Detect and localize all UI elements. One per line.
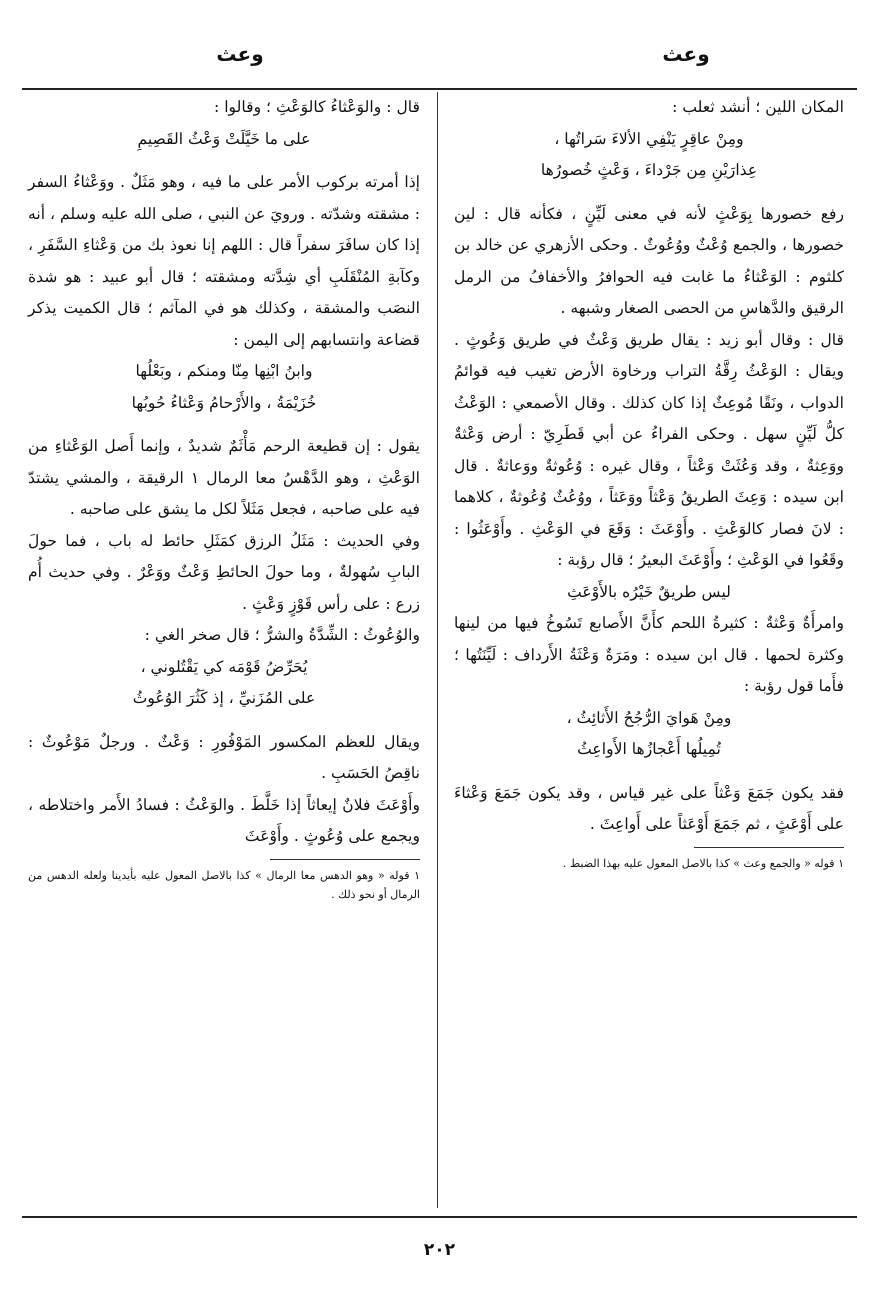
paragraph: ويقال للعظم المكسور المَوْفُورِ : وَعْثٌ . ورجلٌ مَوْعُوثٌ : ناقِصُ الحَسَبِ . [28,732,420,782]
top-rule [22,88,857,90]
verse-line: ومِنْ عاقِرٍ يَنْفِي الألاءَ سَراتُها ، [554,129,744,148]
spacer [454,766,844,778]
paragraph: رفع خصورها بِوَعْثٍ لأنه في معنى لَيِّنٍ ، فكأنه قال : لين خصورها ، والجمع وُعْثٌ ووُعُوثٌ . وحكى الأزهري عن خالد بن كلثوم : الوَعْثاءُ ما غابت فيه الحوافرُ والأخفافُ من الرمل الرقيق والدَّهاسِ من الحصى الصغار وشبهه . [454,204,844,317]
verse-line: خُزَيْمَةُ ، والأَرْحامُ وَعْثاءُ حُوبُها [131,393,317,412]
verse-line: وابنُ ابْنِها مِنّا ومنكم ، وبَعْلُها [135,362,313,380]
header-word-right: وعث [662,42,710,66]
right-column-body [454,92,844,841]
verse-line: عِذارَيْنِ مِن جَرْداءَ ، وَعْثٍ خُصورُها [540,161,758,179]
column-divider [437,92,438,1208]
spacer [454,187,844,199]
left-column [28,92,420,904]
footnote-rule [270,859,420,860]
bottom-rule [22,1216,857,1218]
left-column-body [28,92,420,853]
footnote-rule [694,847,844,848]
verse-line: ومِنْ هَوايَ الرُّجُحُ الأَثائِثُ ، [566,708,732,727]
page-number: ٢٠٢ [423,1240,456,1260]
paragraph: المكان اللين ؛ أنشد ثعلب : [672,98,844,116]
paragraph: وامرأَةٌ وَعْثةٌ : كثيرةُ اللحم كأَنَّ الأَصابع تَسُوخُ فيها من لينها وكثرة لحمها . قال ابن سيده : ومَرَةٌ وَعْثَةُ الأَرداف : لَيِّنَتُها ؛ فأَما قول رؤبة : [454,614,844,695]
right-footnote: ١ قوله « والجمع وعث » كذا بالاصل المعول عليه بهذا الضبط . [562,856,844,870]
paragraph: إذا أمرته بركوب الأمر على ما فيه ، وهو مَثَلٌ . ووَعْثاءُ السفر : مشقته وشدّته . ورويَ عن النبي ، صلى الله عليه وسلم ، أنه إذا كان سافَرَ سفراً قال : اللهم إنا نعوذ بك من وَعْثاءِ السَّفَرِ ، وكآبةِ المُنْقَلَبِ أي شِدَّته ومشقته ؛ قال أبو عبيد : هو شدة النصَب والمشقة ، وكذلك هو في المآثم ؛ قال الكميت يذكر قضاعة وانتسابهم إلى اليمن : [28,173,420,349]
paragraph: يقول : إن قطيعة الرحم مَأْثَمٌ شديدٌ ، وإنما أَصل الوَعْثاءِ من الوَعْثِ ، وهو الدَّهْسُ معا الرمال ١ الرقيقة ، والمشي يشتدّ فيه على صاحبه ، فجعل مَثَلاً لكل ما يشق على صاحبه . [28,437,420,518]
verse-line: على المُزَنيِّ ، إذ كَثُرَ الوُعُوثُ [132,689,316,707]
verse-line: ليس طريقٌ خَيْرُه بالأَوْعَثِ [567,582,731,601]
right-column [454,92,844,873]
paragraph: وأَوْعَثَ فلانٌ إيعاثاً إذا خَلَّطَ . والوَعْثُ : فسادُ الأَمر واختلاطه ، ويجمع على وُعُوثٍ . وأَوْعَثَ [28,795,420,845]
verse-line: يُحَرِّضُ قَوْمَه كي يَقْتُلوني ، [140,657,308,676]
verse-line: على ما خَيَّلَتْ وَعْثُ القَصِيمِ [137,129,311,148]
spacer [28,715,420,727]
spacer [28,419,420,431]
paragraph: والوُعُوثُ : الشِّدَّةُ والشرُّ ؛ قال صخر الغي : [144,626,420,644]
header-word-left: وعث [216,42,264,66]
paragraph: وفي الحديث : مَثَلُ الرزق كمَثَلِ حائط له باب ، فما حولَ البابِ سُهولةٌ ، وما حولَ الحائطِ وَعْثٌ ووَعْرٌ . وفي حديث أُم زرع : على رأس قَوْزٍ وَعْثٍ . [28,531,420,613]
paragraph: قال : وقال أبو زيد : يقال طريق وَعْثٌ في طريق وَعُوثٍ . ويقال : الوَعْثُ رِقَّةُ التراب ورخاوة الأرض تغيب فيه قوائمُ الدواب ، ونَقًا مُوعِثٌ إذا كان كذلك . وقال الأصمعي : الوَعْثُ كلُّ لَيِّنٍ سهل . وحكى الفراءُ عن أبي قَطَرِيّ : أرض وَعْثةٌ ووَعِثةٌ ، وقد وَعُثَتْ وَعْثاً ، وقال غيره : وُعُوثةٌ ووَعاثةٌ . قال ابن سيده : وَعِثَ الطريقُ وَعْثاً ووَعَثاً ، ووُعُثٌ وُعُوثةٌ ، كلاهما : لانَ فصار كالوَعْثِ . وأَوْعَثَ : وَقَعَ في الوَعْثِ . وأَوْعَثُوا : وقَعُوا في الوَعْثِ ؛ وأَوْعَثَ البعيرُ ؛ قال رؤبة : [454,330,844,569]
paragraph: قال : والوَعْثاءُ كالوَعْثِ ؛ وقالوا : [214,98,420,116]
spacer [28,155,420,167]
left-footnote: ١ قوله « وهو الدهس معا الرمال » كذا بالاصل المعول عليه بأيدينا ولعله الدهس من الرمال أو نحو ذلك . [28,868,420,901]
verse-line: تُمِيلُها أَعْجازُها الأَواعِثُ [577,740,721,758]
paragraph: فقد يكون جَمَعَ وَعْثاً على غير قياس ، وقد يكون جَمَعَ وَعْثاءَ على أَوْعَثٍ ، ثم جَمَعَ أَوْعَثاً على أَواعِثَ . [454,783,844,833]
